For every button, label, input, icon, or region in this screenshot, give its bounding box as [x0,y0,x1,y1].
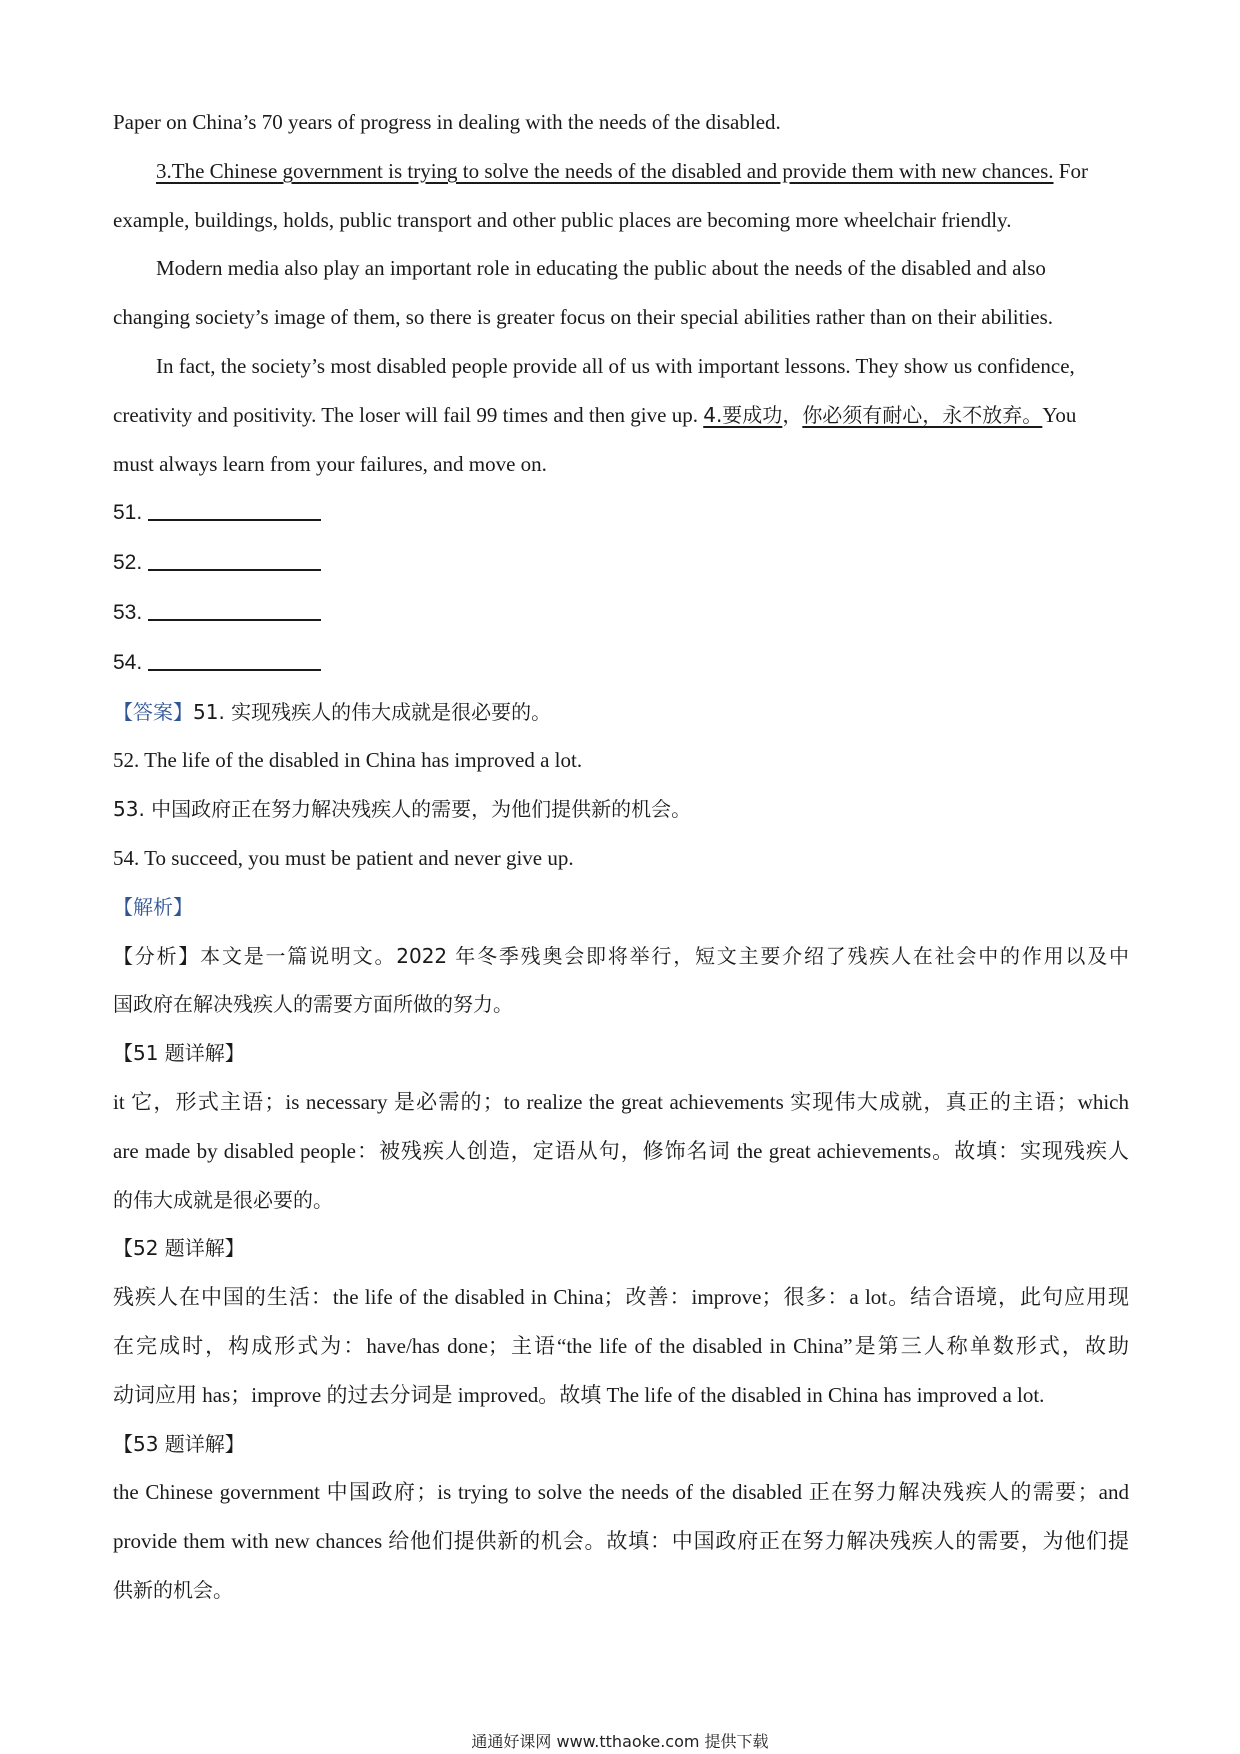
q53-line: provide them with new chances 给他们提供新的机会。故填：中国政府正在努力解决残疾人的需要，为他们提 [113,1529,1129,1554]
underlined-sentence-4b: 你必须有耐心，永不放弃。 [802,402,1043,427]
q51-line: 的伟大成就是很必要的。 [113,1187,333,1212]
blank-number: 53. [113,600,143,624]
blank-number: 52. [113,551,143,575]
underlined-sentence-4a: 4.要成功 [703,402,783,427]
blank-number: 51. [113,501,143,525]
q51-line: are made by disabled people：被残疾人创造，定语从句，修饰名词 the great achievements。故填：实现残疾人 [113,1138,1129,1163]
blank-52 [113,538,1129,588]
fenxi-line: 国政府在解决残疾人的需要方面所做的努力。 [113,992,513,1017]
passage-line: Paper on China’s 70 years of progress in dealing with the needs of the disabled. [113,110,781,134]
passage-text: You [1042,402,1077,427]
passage-line: must always learn from your failures, and move on. [113,451,547,476]
answer-blank-line[interactable] [148,499,321,521]
underlined-sentence-3: 3.The Chinese government is trying to solve the needs of the disabled and provide them with new chances. [156,158,1054,183]
q53-line: 供新的机会。 [113,1577,233,1602]
q52-line: 残疾人在中国的生活：the life of the disabled in China；改善：improve；很多：a lot。结合语境，此句应用现 [113,1285,1129,1310]
answer-tag: 【答案】 [113,699,193,724]
page-footer: 通通好课网 www.tthaoke.com 提供下载 [471,1732,769,1751]
q51-line: it 它，形式主语；is necessary 是必需的；to realize the great achievements 实现伟大成就，真正的主语；which [113,1089,1129,1114]
passage-text: For [1053,158,1088,183]
answer-blank-line[interactable] [148,649,321,671]
q52-line: 在完成时，构成形式为：have/has done；主语“the life of the disabled in China”是第三人称单数形式，故助 [113,1333,1129,1358]
passage-line [113,391,1129,440]
passage-paragraph-5: In fact, the society’s most disabled people provide all of us with important lessons. They show us confidence, [156,353,1075,378]
passage-paragraph-4: Modern media also play an important role in educating the public about the needs of the disabled and also [156,256,1046,281]
page-content [113,98,1129,1615]
answer-text: 51. 实现残疾人的伟大成就是很必要的。 [193,699,552,724]
q52-line: 动词应用 has；improve 的过去分词是 improved。故填 The life of the disabled in China has improved a lot. [113,1382,1045,1407]
analysis-tag: 【解析】 [113,894,193,919]
answer-blank-line[interactable] [148,549,321,571]
q51-title: 【51 题详解】 [113,1041,245,1066]
q53-line: the Chinese government 中国政府；is trying to solve the needs of the disabled 正在努力解决残疾人的需要；and [113,1480,1129,1505]
passage-text: creativity and positivity. The loser will fail 99 times and then give up. [113,402,704,427]
passage-line: example, buildings, holds, public transport and other public places are becoming more wheelchair friendly. [113,207,1012,232]
answer-52: 52. The life of the disabled in China has improved a lot. [113,748,583,773]
q52-title: 【52 题详解】 [113,1236,245,1261]
answer-53: 53. 中国政府正在努力解决残疾人的需要，为他们提供新的机会。 [113,797,692,822]
answer-51 [113,688,1129,737]
passage-paragraph-3 [113,147,1129,196]
comma-separator: ， [782,402,803,427]
blank-54 [113,638,1129,688]
blank-53 [113,588,1129,638]
answer-blank-line[interactable] [148,599,321,621]
blank-51 [113,488,1129,538]
blank-number: 54. [113,650,143,674]
fenxi-line: 【分析】本文是一篇说明文。2022 年冬季残奥会即将举行，短文主要介绍了残疾人在社会中的作用以及中 [113,943,1129,968]
q53-title: 【53 题详解】 [113,1431,245,1456]
answer-54: 54. To succeed, you must be patient and never give up. [113,845,574,870]
passage-line: changing society’s image of them, so there is greater focus on their special abilities rather than on their abilities. [113,305,1054,330]
